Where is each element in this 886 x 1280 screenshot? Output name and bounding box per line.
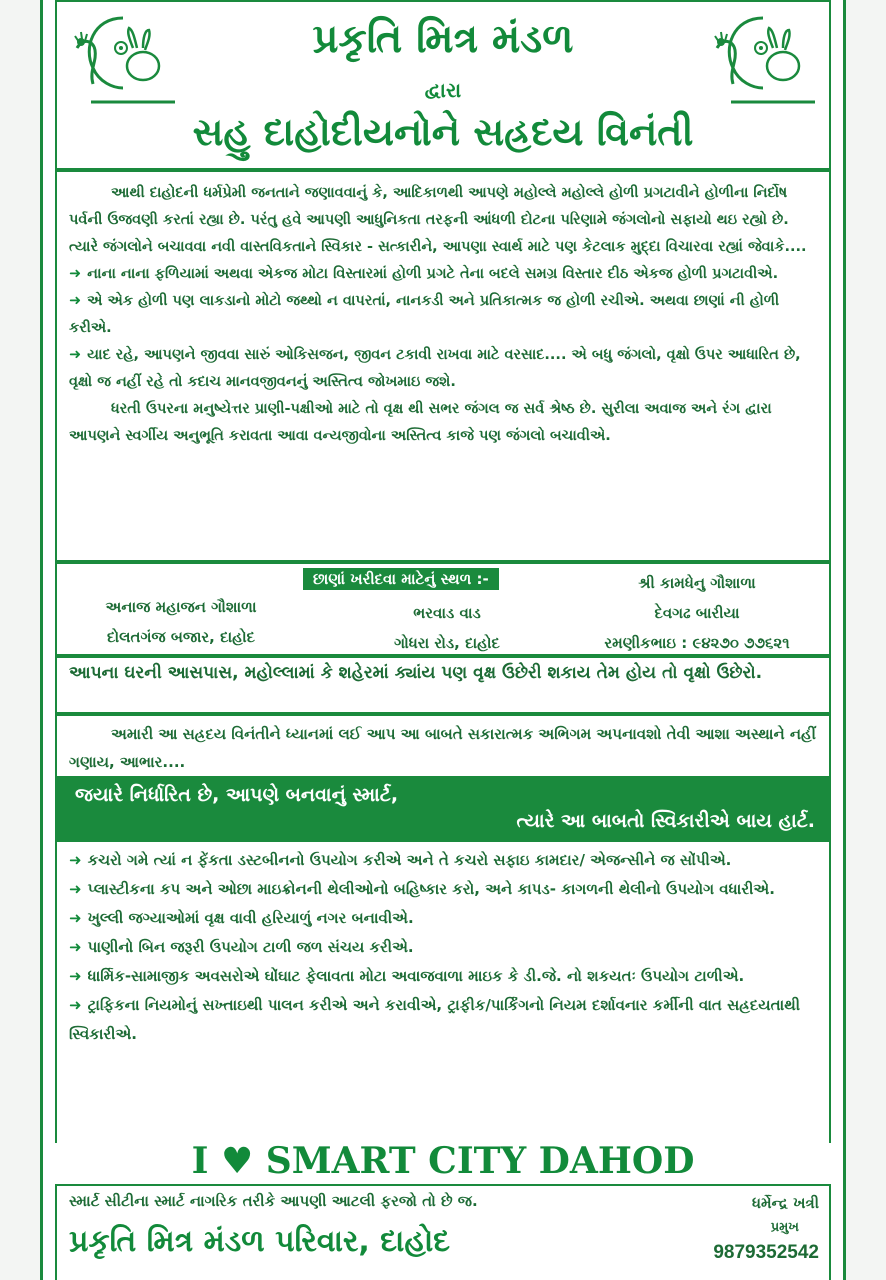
location-right: શ્રી કામધેનુ ગૌશાળા દેવગઢ બારીયા રમણીકભાઇ : ૯૪૨૭૦ ૭૭૬૨૧ [604,574,790,652]
footer-family: પ્રકૃતિ મિત્ર મંડળ પરિવાર, દાહોદ [69,1224,450,1259]
peacock-rabbit-emblem-icon [703,8,823,112]
arrow-icon: ➜ [69,996,82,1014]
intro-paragraph: ધરતી ઉપરના મનુષ્યેત્તર પ્રાણી-પક્ષીઓ માટે તો વૃક્ષ થી સભર જંગલ જ સર્વ શ્રેષ્ઠ છે. સુરીલા અવાજ અને રંગ દ્વારા આપણને સ્વર્ગીય અનુભૂતિ કરાવતા આવા વન્યજીવોના અસ્તિત્વ કાજે પણ જંગલો બચાવીએ. [69,401,772,444]
purchase-locations [55,562,831,656]
slogan-line-2: ત્યારે આ બાબતો સ્વિકારીએ બાય હાર્ટ. [516,810,815,832]
smart-city-slogan: I ♥ SMART CITY DAHOD [191,1140,695,1182]
appeal-text: અમારી આ સહ્રદય વિનંતીને ધ્યાનમાં લઈ આપ આ બાબતે સકારાત્મક અભિગમ અપનાવશો તેવી આશા અસ્થાને નહીં ગણાય, આભાર.... [55,714,831,778]
arrow-icon: ➜ [69,909,82,927]
footer-line: સ્માર્ટ સીટીના સ્માર્ટ નાગરિક તરીકે આપણી આટલી ફરજો તો છે જ. [69,1192,478,1210]
footer [55,1184,831,1280]
arrow-icon: ➜ [69,851,82,869]
action-item: ➜ ધાર્મિક-સામાજીક અવસરોએ ઘોંઘાટ ફેલાવતા મોટા અવાજવાળા માઇક કે ડી.જે. નો શકયતઃ ઉપયોગ ટાળીએ. [69,967,745,985]
action-item: ➜ ખુલ્લી જગ્યાઓમાં વૃક્ષ વાવી હરિયાળું નગર બનાવીએ. [69,909,414,927]
action-item: ➜ કચરો ગમે ત્યાં ન ફેંકતા ડસ્ટબીનનો ઉપયોગ કરીએ અને તે કચરો સફાઇ કામદાર/ એજન્સીને જ સોંપીએ. [69,851,732,869]
header-box [55,0,831,170]
page-subtitle: સહુ દાહોદીયનોને સહ્રદય વિનંતી [192,110,694,154]
locations-heading: છાણાં ખરીદવા માટેનું સ્થળ :- [303,568,499,590]
heart-icon: ♥ [220,1140,254,1182]
slogan-line-1: જયારે નિર્ધારિત છે, આપણે બનવાનું સ્માર્ટ, [75,784,399,806]
action-item: ➜ ટ્રાફિકના નિયમોનું સખ્તાઇથી પાલન કરીએ અને કરાવીએ, ટ્રાફીક/પાર્કિંગનો નિયમ દર્શાવનાર કર્મીની વાત સહ્રદયતાથી સ્વિકારીએ. [69,996,800,1043]
arrow-icon: ➜ [69,293,82,309]
by-label: દ્વારા [424,78,462,102]
arrow-icon: ➜ [69,347,82,363]
intro-bullet: ➜ નાના નાના ફળિયામાં અથવા એકજ મોટા વિસ્તારમાં હોળી પ્રગટે તેના બદલે સમગ્ર વિસ્તાર દીઠ એકજ હોળી પ્રગટાવીએ. [69,266,779,282]
intro-paragraph: આથી દાહોદની ધર્મપ્રેમી જનતાને જણાવવાનું કે, આદિકાળથી આપણે મહોલ્લે મહોલ્લે હોળી પ્રગટાવીને હોળીના નિર્દોષ પર્વની ઉજવણી કરતાં રહ્યા છે. પરંતુ હવે આપણી આધુનિકતા તરફની આંધળી દોટના પરિણામે જંગલોનો સફાયો થઇ રહ્યો છે. ત્યારે જંગલોને બચાવવા નવી વાસ્તવિકતાને સ્વિકાર - સત્કારીને, આપણા સ્વાર્થ માટે પણ કેટલાક મુદ્દા વિચારવા રહ્યાં જેવાકે.... [69,185,807,255]
president-name: ધર્મેન્દ્ર ખત્રી [751,1194,819,1212]
arrow-icon: ➜ [69,967,82,985]
action-item: ➜ પાણીનો બિન જરૂરી ઉપયોગ ટાળી જળ સંચય કરીએ. [69,938,414,956]
president-role: પ્રમુખ [770,1220,799,1235]
intro-bullet: ➜ એ એક હોળી પણ લાકડાનો મોટો જથ્થો ન વાપરતાં, નાનકડી અને પ્રતિકાત્મક જ હોળી રચીએ. અથવા છાણાં ની હોળી કરીએ. [69,293,780,336]
tree-planting-note: આપના ઘરની આસપાસ, મહોલ્લામાં કે શહેરમાં ક્યાંય પણ વૃક્ષ ઉછેરી શકાય તેમ હોય તો વૃક્ષો ઉછેરો. [55,656,831,714]
intro-section [55,170,831,562]
arrow-icon: ➜ [69,266,82,282]
president-phone: 9879352542 [713,1242,819,1263]
page-title: પ્રકૃતિ મિત્ર મંડળ [312,16,574,62]
intro-bullet: ➜ યાદ રહે, આપણને જીવવા સારું ઓકિસજન, જીવન ટકાવી રાખવા માટે વરસાદ.... એ બધુ જંગલો, વૃક્ષો ઉપર આધારિત છે, વૃક્ષો જ નહીં રહે તો કદાચ માનવજીવનનું અસ્તિત્વ જોખમાઇ જશે. [69,347,801,390]
slogan-banner [55,778,831,840]
arrow-icon: ➜ [69,938,82,956]
action-item: ➜ પ્લાસ્ટીકના કપ અને ઓછા માઇક્રોનની થેલીઓનો બહિષ્કાર કરો, અને કાપડ- કાગળની થેલીનો ઉપયોગ વધારીએ. [69,880,775,898]
location-left: અનાજ મહાજન ગૌશાળા દોલતગંજ બજાર, દાહોદ [105,598,257,646]
location-middle: ભરવાડ વાડ ગોધરા રોડ, દાહોદ [394,604,500,652]
arrow-icon: ➜ [69,880,82,898]
poster [40,0,846,1280]
action-list [55,840,831,1143]
